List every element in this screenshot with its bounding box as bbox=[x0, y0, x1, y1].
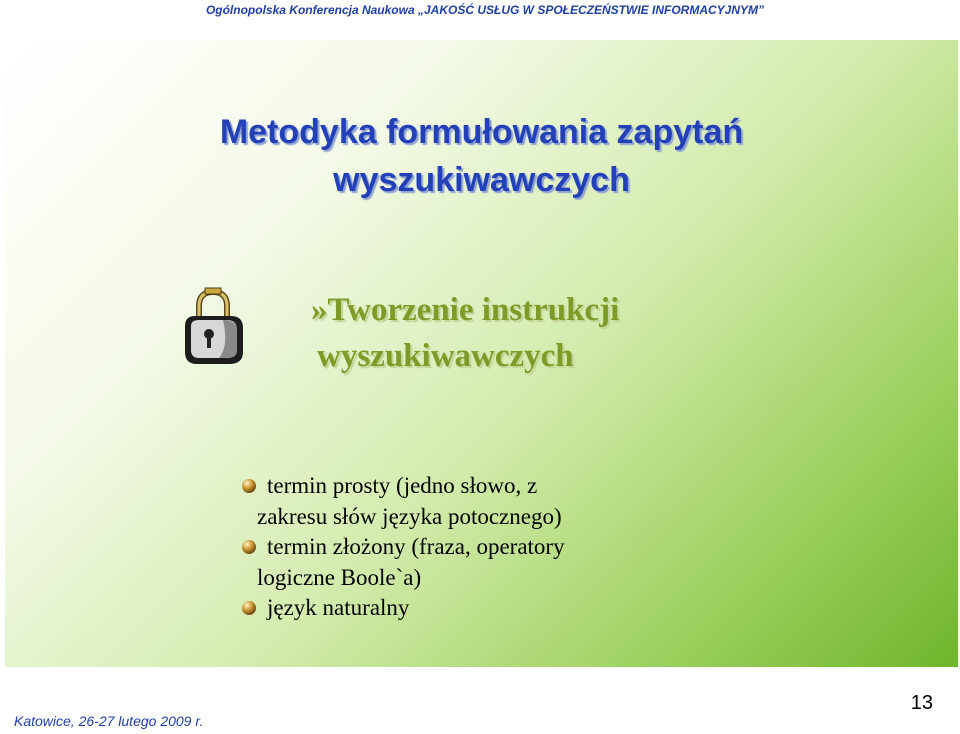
bullet-text-line-1: termin prosty (jedno słowo, z bbox=[267, 473, 538, 498]
slide bbox=[5, 40, 958, 667]
slide-title bbox=[5, 108, 958, 204]
bullet-orb-icon bbox=[241, 600, 257, 616]
subtitle bbox=[311, 287, 619, 379]
bullet-text-line-2: logiczne Boole`a) bbox=[257, 564, 422, 590]
bullet-orb-icon bbox=[241, 478, 257, 494]
title-line-1: Metodyka formułowania zapytań bbox=[219, 113, 744, 151]
padlock-icon bbox=[181, 286, 245, 366]
bullet-text-line-1: termin złożony (fraza, operatory bbox=[267, 534, 565, 559]
bullet-list bbox=[233, 471, 693, 624]
subtitle-line-2: wyszukiwawczych bbox=[317, 338, 574, 374]
bullet-text-line-2: zakresu słów języka potocznego) bbox=[257, 503, 562, 529]
page-number: 13 bbox=[910, 692, 933, 714]
list-item bbox=[233, 532, 693, 593]
bullet-text-line-1: język naturalny bbox=[267, 595, 410, 620]
subtitle-line-1: »Tworzenie instrukcji bbox=[311, 292, 620, 328]
list-item bbox=[233, 471, 693, 532]
conference-header: Ogólnopolska Konferencja Naukowa „JAKOŚĆ USŁUG W SPOŁECZEŃSTWIE INFORMACYJNYM” bbox=[205, 3, 764, 17]
list-item bbox=[233, 593, 693, 624]
title-line-2: wyszukiwawczych bbox=[333, 161, 630, 199]
bullet-orb-icon bbox=[241, 539, 257, 555]
footer-place-date: Katowice, 26-27 lutego 2009 r. bbox=[14, 713, 204, 729]
